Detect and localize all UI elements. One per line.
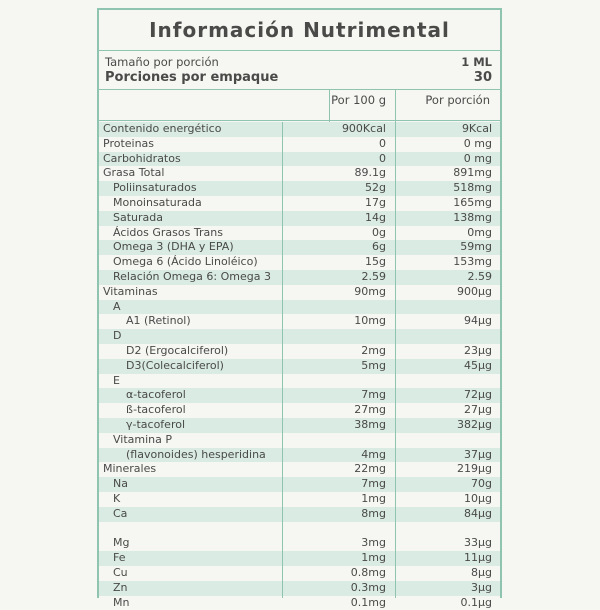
nutrient-row: [99, 492, 500, 507]
nutrient-name: A: [113, 299, 121, 313]
nutrient-name: γ-tacoferol: [126, 418, 186, 431]
nutrient-name: Monoinsaturada: [113, 196, 202, 209]
nutrient-per-portion: 153mg: [453, 255, 492, 269]
nutrient-name: Vitaminas: [103, 284, 158, 298]
nutrient-per-portion: 0 mg: [463, 136, 492, 150]
servings-per-pack-row: [105, 70, 492, 86]
nutrient-name: Cu: [113, 566, 128, 579]
serving-size-label: Tamaño por porción: [105, 55, 219, 69]
nutrient-name: D3(Colecalciferol): [126, 358, 224, 372]
nutrient-per-portion: 11µg: [464, 551, 492, 565]
nutrient-per-100g: 10mg: [354, 314, 386, 328]
nutrient-per-portion: 219µg: [457, 462, 492, 476]
nutrient-row: [99, 181, 500, 196]
serving-size-row: [105, 55, 492, 71]
nutrient-per-portion: 94µg: [464, 314, 492, 328]
nutrient-name: Fe: [113, 551, 126, 565]
nutrient-per-portion: 3µg: [471, 580, 492, 594]
nutrient-row: [99, 522, 500, 537]
nutrient-row: [99, 152, 500, 167]
nutrient-row: [99, 211, 500, 226]
nutrient-name: Poliinsaturados: [113, 181, 197, 195]
nutrient-row: [99, 166, 500, 181]
title-divider: [99, 50, 500, 51]
nutrient-row: [99, 240, 500, 255]
nutrient-per-portion: 138mg: [453, 210, 492, 224]
nutrient-name: E: [113, 373, 120, 387]
nutrient-per-100g: 0.1mg: [350, 595, 386, 609]
nutrient-per-100g: 6g: [372, 240, 386, 254]
nutrient-per-100g: 2.59: [361, 270, 386, 283]
nutrient-name: Zn: [113, 580, 128, 594]
nutrient-per-100g: 17g: [365, 196, 386, 209]
nutrient-per-100g: 8mg: [361, 506, 386, 520]
nutrient-row: [99, 507, 500, 522]
serving-divider: [99, 89, 500, 90]
nutrient-row: [99, 196, 500, 211]
nutrient-name: A1 (Retinol): [126, 314, 191, 328]
nutrient-per-100g: 15g: [365, 255, 386, 269]
nutrient-name: Mg: [113, 536, 130, 550]
nutrient-name: Omega 3 (DHA y EPA): [113, 240, 234, 254]
nutrient-row: [99, 374, 500, 389]
nutrient-per-portion: 84µg: [464, 506, 492, 520]
nutrient-row: [99, 226, 500, 241]
nutrient-row: [99, 403, 500, 418]
nutrient-per-100g: 27mg: [354, 403, 386, 417]
nutrient-per-100g: 7mg: [361, 388, 386, 402]
nutrient-per-portion: 33µg: [464, 536, 492, 550]
nutrient-row: [99, 418, 500, 433]
nutrient-per-100g: 0.3mg: [350, 580, 386, 594]
nutrient-row: [99, 314, 500, 329]
nutrient-row: [99, 477, 500, 492]
nutrient-row: [99, 551, 500, 566]
nutrient-row: [99, 300, 500, 315]
nutrient-row: [99, 581, 500, 596]
column-divider-right: [395, 122, 396, 598]
nutrient-per-portion: 0 mg: [463, 151, 492, 165]
nutrient-per-100g: 5mg: [361, 358, 386, 372]
nutrient-per-100g: 14g: [365, 210, 386, 224]
nutrient-per-100g: 0: [379, 136, 386, 150]
nutrient-name: D2 (Ergocalciferol): [126, 344, 229, 357]
nutrient-row: [99, 566, 500, 581]
nutrient-row: [99, 433, 500, 448]
nutrient-row: [99, 359, 500, 374]
nutrient-per-portion: 10µg: [464, 492, 492, 505]
nutrient-per-portion: 382µg: [457, 418, 492, 431]
nutrient-name: Proteinas: [103, 136, 155, 150]
nutrient-per-100g: 1mg: [361, 492, 386, 505]
nutrient-per-portion: 518mg: [453, 181, 492, 195]
nutrient-per-portion: 900µg: [457, 284, 492, 298]
nutrient-per-portion: 0mg: [467, 225, 492, 239]
nutrient-per-portion: 70g: [471, 477, 492, 491]
nutrient-name: ß-tacoferol: [126, 403, 186, 417]
nutrient-row: [99, 122, 500, 137]
nutrient-per-100g: 52g: [365, 181, 386, 195]
nutrient-name: α-tacoferol: [126, 388, 186, 402]
nutrient-per-100g: 900Kcal: [341, 122, 386, 135]
nutrient-name: Minerales: [103, 462, 157, 476]
nutrient-per-portion: 891mg: [453, 166, 492, 180]
nutrient-name: Omega 6 (Ácido Linoléico): [113, 255, 258, 269]
nutrient-row: [99, 536, 500, 551]
header-divider: [99, 120, 500, 121]
nutrient-name: Relación Omega 6: Omega 3: [113, 270, 271, 283]
nutrient-per-100g: 89.1g: [354, 166, 386, 180]
nutrient-per-portion: 45µg: [464, 358, 492, 372]
nutrient-per-portion: 2.59: [467, 270, 492, 283]
nutrient-per-100g: 3mg: [361, 536, 386, 550]
nutrient-name: Mn: [113, 595, 130, 609]
column-divider-top-left: [329, 90, 330, 123]
nutrient-per-portion: 0.1µg: [460, 595, 492, 609]
column-divider-left: [282, 122, 283, 598]
nutrient-row: [99, 329, 500, 344]
nutrient-name: D: [113, 329, 122, 343]
nutrient-per-portion: 27µg: [464, 403, 492, 417]
servings-per-pack-value: 30: [473, 70, 492, 85]
nutrient-per-100g: 38mg: [354, 418, 386, 431]
nutrient-per-portion: 59mg: [460, 240, 492, 254]
serving-size-value: 1 ML: [461, 55, 492, 69]
nutrient-per-portion: 9Kcal: [461, 122, 492, 135]
nutrient-per-portion: 72µg: [464, 388, 492, 402]
nutrient-row: [99, 270, 500, 285]
nutrient-name: Grasa Total: [103, 166, 165, 180]
nutrient-row: [99, 344, 500, 359]
nutrient-per-portion: 23µg: [464, 344, 492, 357]
nutrient-per-100g: 4mg: [361, 447, 386, 461]
column-divider-top-right: [395, 90, 396, 123]
nutrient-per-100g: 2mg: [361, 344, 386, 357]
nutrient-per-100g: 0g: [372, 225, 386, 239]
nutrient-row: [99, 285, 500, 300]
nutrient-row: [99, 388, 500, 403]
nutrient-row: [99, 255, 500, 270]
nutrient-row: [99, 462, 500, 477]
servings-per-pack-label: Porciones por empaque: [105, 70, 279, 85]
nutrient-per-portion: 165mg: [453, 196, 492, 209]
nutrient-name: Contenido energético: [103, 122, 222, 135]
nutrient-per-100g: 22mg: [354, 462, 386, 476]
nutrient-name: (flavonoides) hesperidina: [126, 447, 266, 461]
nutrient-per-100g: 0: [379, 151, 386, 165]
nutrient-per-100g: 90mg: [354, 284, 386, 298]
nutrient-name: Na: [113, 477, 128, 491]
nutrient-per-100g: 0.8mg: [350, 566, 386, 579]
nutrient-per-100g: 1mg: [361, 551, 386, 565]
nutrient-name: Ca: [113, 506, 128, 520]
nutrient-per-portion: 8µg: [471, 566, 492, 579]
nutrient-name: Carbohidratos: [103, 151, 181, 165]
per-100g-header: Por 100 g: [331, 93, 386, 107]
nutrient-per-100g: 7mg: [361, 477, 386, 491]
nutrient-name: K: [113, 492, 121, 505]
nutrient-name: Saturada: [113, 210, 163, 224]
per-portion-header: Por porción: [425, 93, 490, 107]
nutrient-per-portion: 37µg: [464, 447, 492, 461]
nutrition-facts-panel: [97, 8, 502, 609]
nutrient-name: Vitamina P: [113, 432, 173, 446]
nutrient-row: [99, 596, 500, 610]
nutrient-row: [99, 448, 500, 463]
nutrient-name: Ácidos Grasos Trans: [113, 225, 223, 239]
nutrient-row: [99, 137, 500, 152]
panel-title: Información Nutrimental: [149, 18, 450, 42]
